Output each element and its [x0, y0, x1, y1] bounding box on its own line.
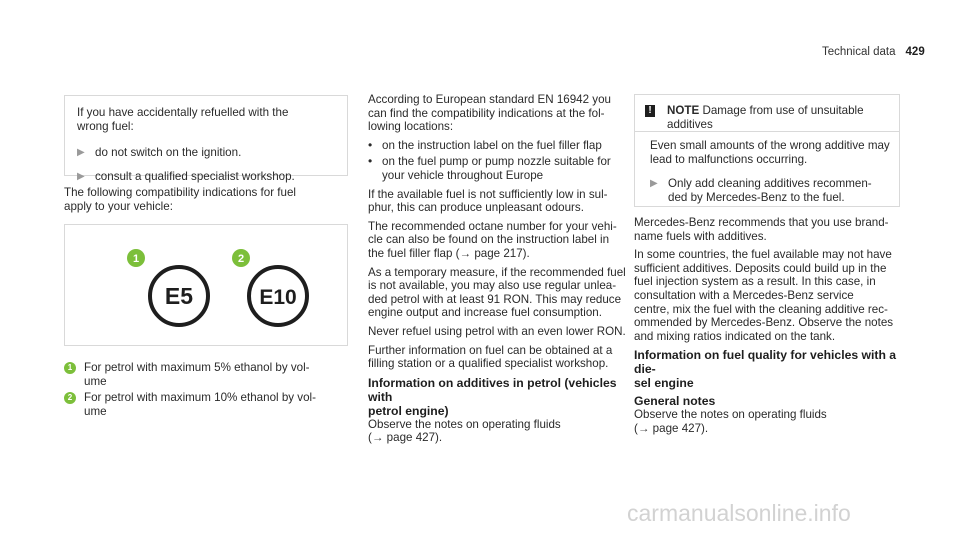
page-number: 429 [905, 46, 925, 58]
fuel-label-figure [64, 224, 348, 346]
figure-captions [64, 361, 348, 421]
never-refuel-paragraph: Never refuel using petrol with an even lower RON. [368, 324, 626, 338]
watermark-text: carmanualsonline.info [627, 500, 851, 526]
arrow-bullet-icon: ▶ [77, 147, 85, 159]
section-title: Technical data [822, 46, 896, 58]
svg-text:1: 1 [132, 253, 140, 265]
note-header: ! NOTE Damage from use of unsuitable additives [635, 95, 899, 132]
svg-text:2: 2 [237, 253, 245, 265]
sulphur-paragraph: If the available fuel is not sufficiently low in sul- phur, this can produce unpleasant odours. [368, 187, 608, 215]
callout-1-icon [127, 249, 145, 267]
note-box [634, 94, 900, 207]
e10-label-text: E10 [259, 286, 297, 309]
note-label: NOTE [667, 104, 700, 117]
callout-2-icon: 2 [64, 392, 76, 404]
list-item: • on the fuel pump or pump nozzle suitable for your vehicle throughout Europe [368, 154, 611, 182]
temporary-measure-paragraph: As a temporary measure, if the recommended fuel is not available, you may also use regular unlea- ded petrol with at least 91 RON. This may reduce engine output and increase fuel consumption. [368, 265, 626, 320]
wrong-fuel-intro: If you have accidentally refuelled with the wrong fuel: [77, 106, 289, 133]
octane-paragraph: The recommended octane number for your vehi- cle can also be found on the instruction label in the fuel filler flap (→ page 217). [368, 219, 617, 260]
list-item: • on the instruction label on the fuel filler flap [368, 137, 602, 152]
caption-item: 1 For petrol with maximum 5% ethanol by vol- ume [64, 361, 348, 388]
page-header [822, 46, 925, 60]
subheading: General notes [634, 394, 716, 409]
additives-paragraph: In some countries, the fuel available may not have sufficient additives. Deposits could build up in the fuel injection system as a result. In this case, in consultation with a Mercedes-Benz service centre, mix the fuel with the cleaning additive rec- ommended by Mercedes-Benz. Observe the notes and mixing ratios indicated on the tank. [634, 248, 894, 343]
fuel-labels-illustration [65, 225, 347, 345]
section-heading: Information on additives in petrol (vehicles with petrol engine) [368, 375, 617, 418]
operating-fluids-paragraph: Observe the notes on operating fluids (→ page 427). [634, 408, 827, 435]
e5-label-text: E5 [164, 283, 194, 309]
bullet-item: ▶ consult a qualified specialist workshop. [77, 169, 295, 183]
caption-item: 2 For petrol with maximum 10% ethanol by vol- ume [64, 391, 348, 418]
e10-label-icon [249, 267, 307, 325]
section-heading: Information on fuel quality for vehicles with a die- sel engine [634, 348, 897, 391]
wrong-fuel-box [64, 95, 348, 183]
brand-fuels-paragraph: Mercedes-Benz recommends that you use brand- name fuels with additives. [634, 216, 889, 243]
standard-paragraph: According to European standard EN 16942 you can find the compatibility indications at the fol- lowing locations: [368, 93, 611, 134]
bullet-dot-icon: • [368, 154, 373, 169]
warning-icon: ! [645, 105, 655, 117]
further-info-paragraph: Further information on fuel can be obtained at a filling station or a qualified specialist workshop. [368, 343, 613, 371]
arrow-bullet-icon: ▶ [77, 170, 85, 182]
bullet-dot-icon: • [368, 137, 373, 152]
arrow-bullet-icon: ▶ [650, 178, 658, 190]
callout-2-icon [232, 249, 250, 267]
bullet-item: ▶ Only add cleaning additives recommen- ded by Mercedes-Benz to the fuel. [650, 177, 872, 204]
column-3-text [634, 216, 900, 441]
column-2 [368, 93, 630, 450]
operating-fluids-paragraph: Observe the notes on operating fluids (→ page 427). [368, 417, 561, 445]
e5-label-icon [150, 267, 208, 325]
callout-1-icon: 1 [64, 362, 76, 374]
note-body: Even small amounts of the wrong additive may lead to malfunctions occurring. ▶ Only add cleaning additives recommen- ded by Mercedes-Benz to the fuel. [650, 139, 890, 204]
bullet-item: ▶ do not switch on the ignition. [77, 146, 242, 160]
compatibility-paragraph: The following compatibility indications for fuel apply to your vehicle: [64, 186, 296, 213]
